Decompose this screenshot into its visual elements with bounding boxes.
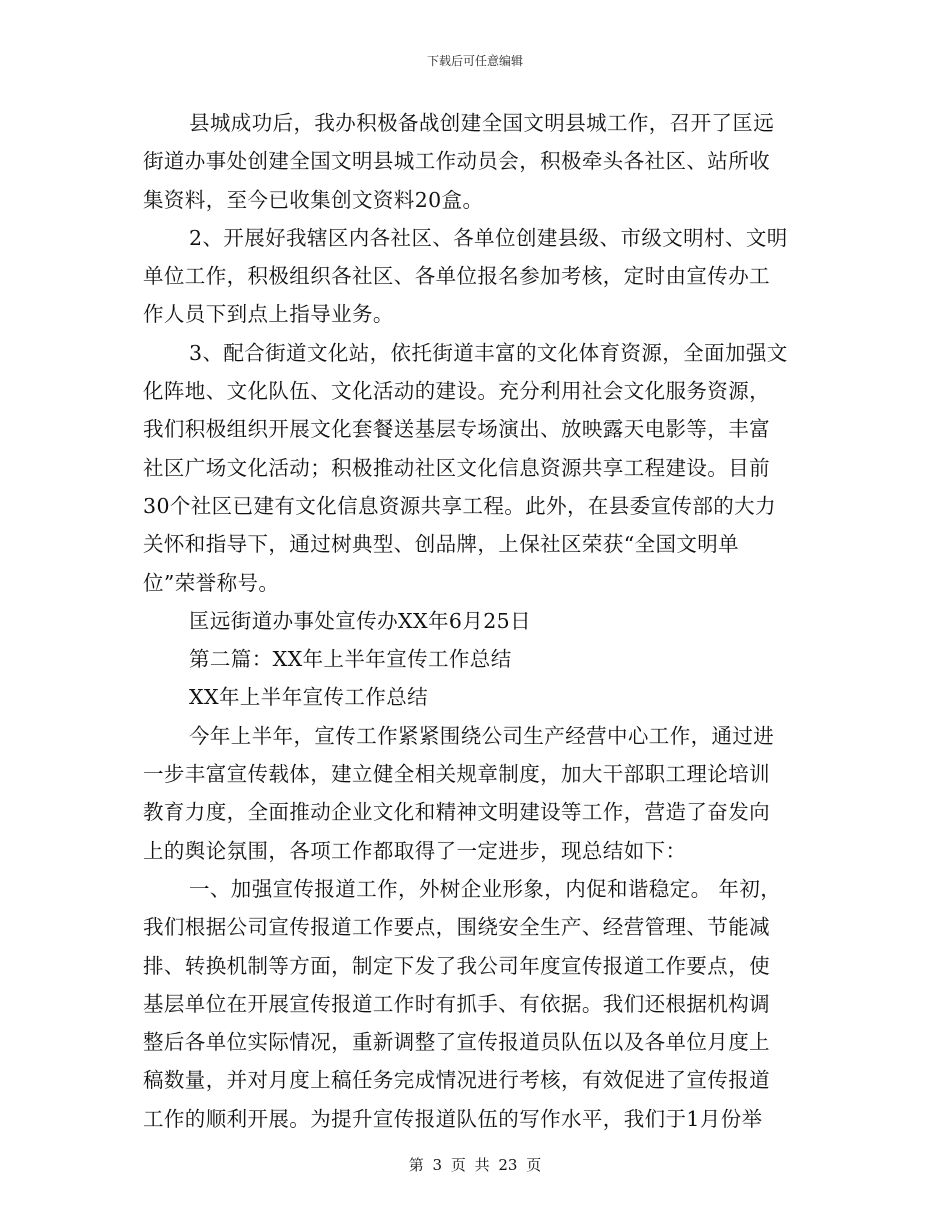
text-line: 匡远街道办事处宣传办XX年6月25日 bbox=[189, 608, 532, 633]
text-line: 工作的顺利开展。为提升宣传报道队伍的写作水平，我们于1月份举 bbox=[143, 1106, 763, 1131]
text-line: 排、转换机制等方面，制定下发了我公司年度宣传报道工作要点，使 bbox=[143, 953, 770, 978]
text-line: 3、配合街道文化站，依托街道丰富的文化体育资源，全面加强文 bbox=[189, 340, 788, 365]
text-line: 社区广场文化活动；积极推动社区文化信息资源共享工程建设。目前 bbox=[143, 455, 770, 480]
text-line: 第二篇：XX年上半年宣传工作总结 bbox=[189, 647, 512, 672]
text-line: XX年上半年宣传工作总结 bbox=[189, 685, 428, 710]
text-line: 稿数量，并对月度上稿任务完成情况进行考核，有效促进了宣传报道 bbox=[143, 1068, 770, 1093]
text-line: 我们积极组织开展文化套餐送基层专场演出、放映露天电影等，丰富 bbox=[143, 417, 770, 442]
text-line: 关怀和指导下，通过树典型、创品牌，上保社区荣获“全国文明单 bbox=[143, 532, 740, 557]
text-line: 位”荣誉称号。 bbox=[143, 570, 280, 595]
text-line: 县城成功后，我办积极备战创建全国文明县城工作，召开了匡远 bbox=[189, 111, 775, 135]
text-line: 今年上半年，宣传工作紧紧围绕公司生产经营中心工作，通过进 bbox=[189, 723, 775, 748]
text-line: 一、加强宣传报道工作，外树企业形象，内促和谐稳定。 年初， bbox=[189, 876, 782, 901]
document-body bbox=[143, 104, 803, 1138]
text-line: 单位工作，积极组织各社区、各单位报名参加考核，定时由宣传办工 bbox=[143, 264, 770, 289]
text-line: 我们根据公司宣传报道工作要点，围绕安全生产、经营管理、节能减 bbox=[143, 915, 770, 940]
text-line: 2、开展好我辖区内各社区、各单位创建县级、市级文明村、文明 bbox=[189, 225, 788, 250]
text-line: 教育力度，全面推动企业文化和精神文明建设等工作，营造了奋发向 bbox=[143, 800, 770, 825]
text-line: 一步丰富宣传载体，建立健全相关规章制度，加大干部职工理论培训 bbox=[143, 762, 770, 787]
page-header: 下载后可任意编辑 bbox=[426, 54, 523, 68]
text-line: 化阵地、文化队伍、文化活动的建设。充分利用社会文化服务资源， bbox=[143, 379, 770, 404]
text-line: 上的舆论氛围，各项工作都取得了一定进步，现总结如下： bbox=[143, 838, 687, 863]
text-line: 作人员下到点上指导业务。 bbox=[143, 302, 394, 327]
text-line: 基层单位在开展宣传报道工作时有抓手、有依据。我们还根据机构调 bbox=[143, 991, 770, 1016]
text-line: 30个社区已建有文化信息资源共享工程。此外，在县委宣传部的大力 bbox=[143, 493, 776, 518]
text-line: 整后各单位实际情况，重新调整了宣传报道员队伍以及各单位月度上 bbox=[143, 1030, 770, 1055]
page-footer: 第 3 页 共 23 页 bbox=[408, 1156, 542, 1174]
text-line: 街道办事处创建全国文明县城工作动员会，积极牵头各社区、站所收 bbox=[143, 149, 770, 174]
text-line: 集资料，至今已收集创文资料20盒。 bbox=[143, 187, 484, 212]
